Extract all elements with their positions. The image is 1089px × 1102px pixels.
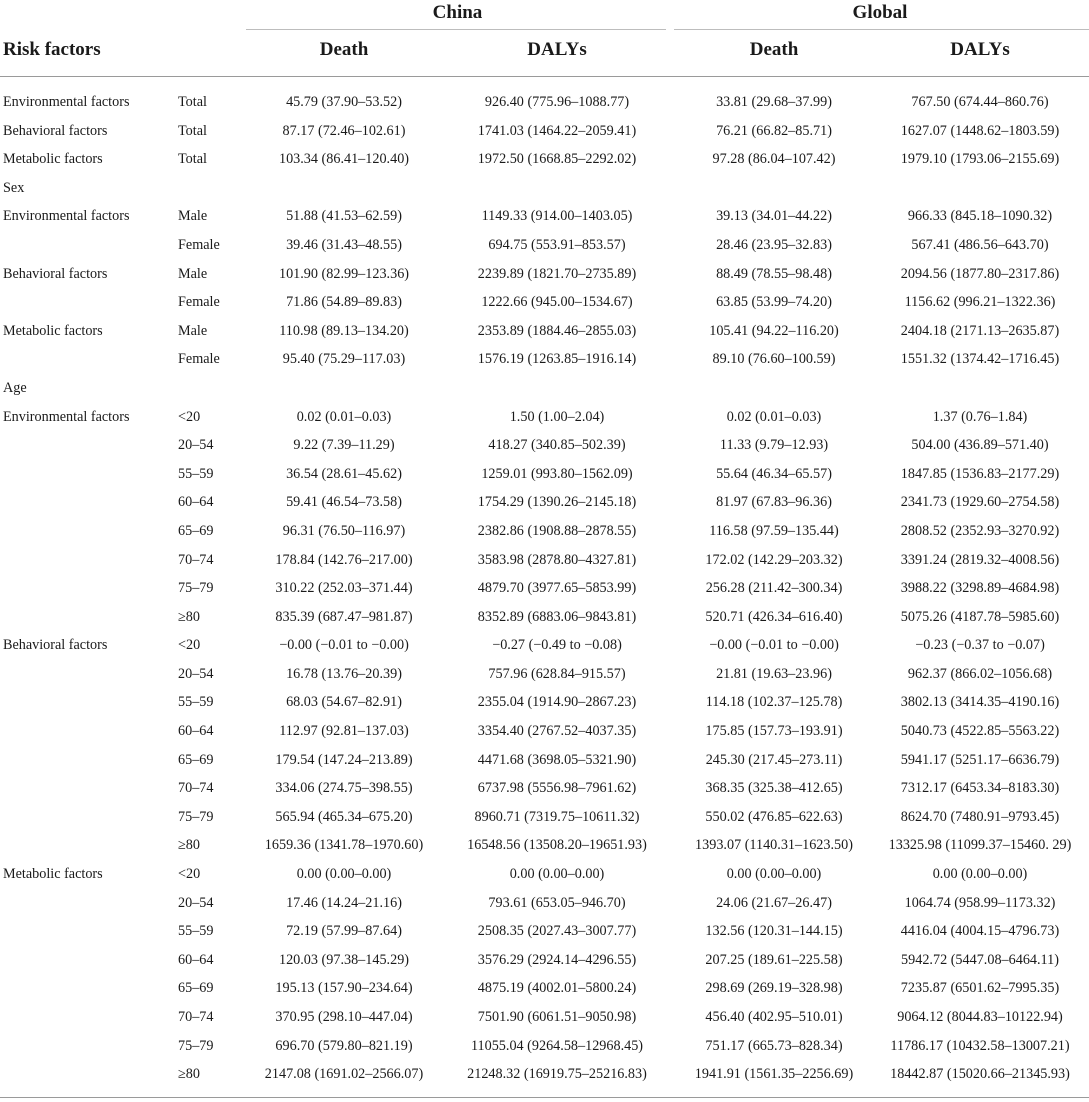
risk-factor-cell: Environmental factors	[3, 408, 130, 425]
subgroup-cell: ≥80	[178, 837, 200, 854]
table-row	[0, 946, 1089, 975]
china-dalys-cell: 0.00 (0.00–0.00)	[509, 866, 605, 883]
china-death-cell: 59.41 (46.54–73.58)	[286, 494, 402, 511]
china-dalys-cell: 2239.89 (1821.70–2735.89)	[477, 265, 637, 282]
china-death-cell: 0.02 (0.01–0.03)	[296, 408, 392, 425]
global-death-cell: 1393.07 (1140.31–1623.50)	[695, 837, 853, 854]
china-dalys-cell: 11055.04 (9264.58–12968.45)	[470, 1037, 644, 1054]
group-title-china: China	[432, 2, 483, 23]
china-death-cell: 696.70 (579.80–821.19)	[275, 1037, 413, 1054]
china-death-cell: 87.17 (72.46–102.61)	[282, 122, 406, 139]
global-death-cell: 0.02 (0.01–0.03)	[726, 408, 822, 425]
global-death-cell: 0.00 (0.00–0.00)	[726, 866, 822, 883]
china-death-cell: 72.19 (57.99–87.64)	[286, 923, 402, 940]
subgroup-cell: Male	[178, 265, 208, 282]
china-death-cell: 2147.08 (1691.02–2566.07)	[264, 1066, 424, 1083]
subgroup-cell: 20–54	[178, 894, 214, 911]
china-death-cell: 310.22 (252.03–371.44)	[275, 580, 413, 597]
china-dalys-cell: 16548.56 (13508.20–19651.93)	[467, 837, 647, 854]
subgroup-cell: <20	[178, 408, 201, 425]
subgroup-cell: <20	[178, 866, 201, 883]
global-death-cell: 28.46 (23.95–32.83)	[716, 236, 832, 253]
china-dalys-cell: 1576.19 (1263.85–1916.14)	[477, 351, 637, 368]
global-dalys-cell: 966.33 (845.18–1090.32)	[907, 208, 1053, 225]
china-death-cell: 334.06 (274.75–398.55)	[275, 780, 413, 797]
global-death-cell: 24.06 (21.67–26.47)	[716, 894, 832, 911]
china-death-cell: 71.86 (54.89–89.83)	[286, 294, 402, 311]
china-death-cell: 39.46 (31.43–48.55)	[286, 236, 402, 253]
table-row	[0, 774, 1089, 803]
table-row	[0, 260, 1089, 289]
china-dalys-cell: −0.27 (−0.49 to −0.08)	[492, 637, 622, 654]
china-dalys-cell: 8352.89 (6883.06–9843.81)	[477, 608, 637, 625]
subgroup-cell: 70–74	[178, 780, 214, 797]
table-row	[0, 488, 1089, 517]
china-death-cell: 120.03 (97.38–145.29)	[278, 951, 410, 968]
china-death-cell: 16.78 (13.76–20.39)	[286, 665, 402, 682]
global-death-cell: 550.02 (476.85–622.63)	[705, 808, 843, 825]
china-death-cell: 51.88 (41.53–62.59)	[286, 208, 402, 225]
subgroup-cell: 60–64	[178, 723, 214, 740]
table-row	[0, 688, 1089, 717]
global-death-cell: 368.35 (325.38–412.65)	[705, 780, 843, 797]
section-label: Age	[3, 379, 27, 396]
global-death-cell: 256.28 (211.42–300.34)	[705, 580, 843, 597]
subgroup-cell: 70–74	[178, 551, 214, 568]
global-death-cell: 751.17 (665.73–828.34)	[705, 1037, 843, 1054]
global-dalys-cell: 2094.56 (1877.80–2317.86)	[900, 265, 1060, 282]
global-dalys-cell: 13325.98 (11099.37–15460. 29)	[888, 837, 1072, 854]
table-row	[0, 803, 1089, 832]
subgroup-cell: Total	[178, 94, 207, 110]
china-death-cell: 36.54 (28.61–45.62)	[286, 465, 402, 482]
table-row	[0, 831, 1089, 860]
table-row	[0, 546, 1089, 575]
global-dalys-cell: 7312.17 (6453.34–8183.30)	[900, 780, 1060, 797]
global-dalys-cell: 5040.73 (4522.85–5563.22)	[900, 723, 1060, 740]
china-dalys-cell: 6737.98 (5556.98–7961.62)	[477, 780, 637, 797]
global-death-cell: 97.28 (86.04–107.42)	[712, 151, 836, 168]
global-death-cell: 55.64 (46.34–65.57)	[716, 465, 832, 482]
global-death-cell: 89.10 (76.60–100.59)	[712, 351, 836, 368]
china-death-cell: 179.54 (147.24–213.89)	[275, 751, 413, 768]
risk-factor-cell: Environmental factors	[3, 94, 130, 110]
china-dalys-cell: 21248.32 (16919.75–25216.83)	[467, 1066, 647, 1083]
china-dalys-cell: 1.50 (1.00–2.04)	[509, 408, 605, 425]
china-death-cell: 9.22 (7.39–11.29)	[293, 437, 395, 454]
global-death-cell: 76.21 (66.82–85.71)	[716, 122, 832, 139]
subgroup-cell: Total	[178, 151, 207, 168]
global-dalys-cell: 1156.62 (996.21–1322.36)	[904, 294, 1056, 311]
global-dalys-cell: 1627.07 (1448.62–1803.59)	[900, 122, 1060, 139]
china-dalys-cell: 3576.29 (2924.14–4296.55)	[477, 951, 637, 968]
global-dalys-cell: 1551.32 (1374.42–1716.45)	[900, 351, 1060, 368]
subgroup-cell: Female	[178, 351, 220, 368]
table-row	[0, 1032, 1089, 1061]
risk-factor-cell: Metabolic factors	[3, 866, 103, 883]
section-row	[0, 174, 1089, 203]
china-death-cell: 195.13 (157.90–234.64)	[275, 980, 413, 997]
global-death-cell: 456.40 (402.95–510.01)	[705, 1009, 843, 1025]
column-header-row	[0, 30, 1089, 76]
table-row	[0, 460, 1089, 489]
table-body	[0, 88, 1089, 1089]
global-dalys-cell: 5941.17 (5251.17–6636.79)	[900, 751, 1060, 768]
global-dalys-cell: 504.00 (436.89–571.40)	[911, 437, 1049, 454]
china-death-cell: 45.79 (37.90–53.52)	[286, 94, 402, 110]
global-death-cell: 114.18 (102.37–125.78)	[705, 694, 843, 711]
table-row	[0, 603, 1089, 632]
risk-factor-cell: Behavioral factors	[3, 122, 108, 139]
global-death-cell: 88.49 (78.55–98.48)	[716, 265, 832, 282]
china-dalys-cell: 757.96 (628.84–915.57)	[488, 665, 626, 682]
global-dalys-cell: 1.37 (0.76–1.84)	[932, 408, 1028, 425]
global-dalys-cell: 18442.87 (15020.66–21345.93)	[890, 1066, 1070, 1083]
subgroup-cell: 65–69	[178, 751, 214, 768]
global-death-cell: 207.25 (189.61–225.58)	[705, 951, 843, 968]
china-dalys-cell: 7501.90 (6061.51–9050.98)	[477, 1009, 637, 1025]
subgroup-cell: Total	[178, 122, 207, 139]
china-dalys-cell: 2353.89 (1884.46–2855.03)	[477, 322, 637, 339]
column-header-global-dalys: DALYs	[950, 39, 1010, 60]
china-dalys-cell: 4875.19 (4002.01–5800.24)	[477, 980, 637, 997]
table-row	[0, 231, 1089, 260]
risk-factor-cell: Environmental factors	[3, 208, 130, 225]
global-dalys-cell: 3988.22 (3298.89–4684.98)	[900, 580, 1060, 597]
china-death-cell: 96.31 (76.50–116.97)	[282, 522, 406, 539]
table-row	[0, 717, 1089, 746]
china-death-cell: 0.00 (0.00–0.00)	[296, 866, 392, 883]
subgroup-cell: 75–79	[178, 808, 214, 825]
risk-factor-cell: Metabolic factors	[3, 322, 103, 339]
global-dalys-cell: 4416.04 (4004.15–4796.73)	[900, 923, 1060, 940]
subgroup-cell: 60–64	[178, 951, 214, 968]
subgroup-cell: 20–54	[178, 665, 214, 682]
global-dalys-cell: −0.23 (−0.37 to −0.07)	[915, 637, 1045, 654]
section-row	[0, 374, 1089, 403]
china-dalys-cell: 1741.03 (1464.22–2059.41)	[477, 122, 637, 139]
subgroup-cell: 55–59	[178, 694, 214, 711]
table-row	[0, 431, 1089, 460]
risk-factor-cell: Behavioral factors	[3, 637, 108, 654]
risk-factor-cell: Metabolic factors	[3, 151, 103, 168]
table-row	[0, 145, 1089, 174]
global-dalys-cell: 962.37 (866.02–1056.68)	[907, 665, 1053, 682]
table-row	[0, 345, 1089, 374]
table-row	[0, 574, 1089, 603]
global-dalys-cell: 5075.26 (4187.78–5985.60)	[900, 608, 1060, 625]
global-death-cell: 116.58 (97.59–135.44)	[709, 522, 839, 539]
table-row	[0, 974, 1089, 1003]
global-death-cell: 520.71 (426.34–616.40)	[705, 608, 843, 625]
china-dalys-cell: 694.75 (553.91–853.57)	[488, 236, 626, 253]
group-header-row	[0, 0, 1089, 30]
china-dalys-cell: 1222.66 (945.00–1534.67)	[481, 294, 633, 311]
table-row	[0, 889, 1089, 918]
global-death-cell: 245.30 (217.45–273.11)	[705, 751, 843, 768]
china-death-cell: 835.39 (687.47–981.87)	[275, 608, 413, 625]
subgroup-cell: 75–79	[178, 1037, 214, 1054]
china-dalys-cell: 3354.40 (2767.52–4037.35)	[477, 723, 637, 740]
table-row	[0, 746, 1089, 775]
global-death-cell: 175.85 (157.73–193.91)	[705, 723, 843, 740]
global-dalys-cell: 767.50 (674.44–860.76)	[911, 94, 1049, 110]
column-header-global-death: Death	[749, 39, 799, 60]
global-dalys-cell: 7235.87 (6501.62–7995.35)	[900, 980, 1060, 997]
risk-factor-cell: Behavioral factors	[3, 265, 108, 282]
group-title-global: Global	[852, 2, 908, 23]
china-death-cell: 112.97 (92.81–137.03)	[279, 723, 409, 740]
global-death-cell: 81.97 (67.83–96.36)	[716, 494, 832, 511]
china-death-cell: −0.00 (−0.01 to −0.00)	[279, 637, 409, 654]
china-death-cell: 565.94 (465.34–675.20)	[275, 808, 413, 825]
china-dalys-cell: 2382.86 (1908.88–2878.55)	[477, 522, 637, 539]
china-dalys-cell: 8960.71 (7319.75–10611.32)	[474, 808, 640, 825]
china-dalys-cell: 1972.50 (1668.85–2292.02)	[477, 151, 637, 168]
subgroup-cell: Female	[178, 294, 220, 311]
risk-factors-header: Risk factors	[3, 39, 101, 60]
subgroup-cell: 75–79	[178, 580, 214, 597]
table-row	[0, 117, 1089, 146]
global-death-cell: 11.33 (9.79–12.93)	[719, 437, 829, 454]
global-death-cell: 172.02 (142.29–203.32)	[705, 551, 843, 568]
global-death-cell: 33.81 (29.68–37.99)	[716, 94, 832, 110]
china-death-cell: 95.40 (75.29–117.03)	[282, 351, 406, 368]
china-dalys-cell: 793.61 (653.05–946.70)	[488, 894, 626, 911]
china-death-cell: 370.95 (298.10–447.04)	[275, 1009, 413, 1025]
table-row	[0, 631, 1089, 660]
subgroup-cell: 20–54	[178, 437, 214, 454]
china-death-cell: 17.46 (14.24–21.16)	[286, 894, 402, 911]
global-dalys-cell: 3391.24 (2819.32–4008.56)	[900, 551, 1060, 568]
global-dalys-cell: 1979.10 (1793.06–2155.69)	[900, 151, 1060, 168]
global-death-cell: 21.81 (19.63–23.96)	[716, 665, 832, 682]
subgroup-cell: 55–59	[178, 923, 214, 940]
table-row	[0, 403, 1089, 432]
table-row	[0, 660, 1089, 689]
global-dalys-cell: 1847.85 (1536.83–2177.29)	[900, 465, 1060, 482]
global-dalys-cell: 2808.52 (2352.93–3270.92)	[900, 522, 1060, 539]
global-death-cell: 132.56 (120.31–144.15)	[705, 923, 843, 940]
global-dalys-cell: 567.41 (486.56–643.70)	[911, 236, 1049, 253]
global-death-cell: 105.41 (94.22–116.20)	[709, 322, 839, 339]
column-header-china-dalys: DALYs	[527, 39, 587, 60]
global-dalys-cell: 2404.18 (2171.13–2635.87)	[900, 322, 1060, 339]
china-death-cell: 178.84 (142.76–217.00)	[275, 551, 413, 568]
china-dalys-cell: 1149.33 (914.00–1403.05)	[481, 208, 633, 225]
table-row	[0, 1003, 1089, 1032]
global-dalys-cell: 0.00 (0.00–0.00)	[932, 866, 1028, 883]
global-dalys-cell: 5942.72 (5447.08–6464.11)	[901, 951, 1059, 968]
china-dalys-cell: 3583.98 (2878.80–4327.81)	[477, 551, 637, 568]
china-dalys-cell: 2355.04 (1914.90–2867.23)	[477, 694, 637, 711]
table-row	[0, 1060, 1089, 1089]
subgroup-cell: 65–69	[178, 980, 214, 997]
subgroup-cell: <20	[178, 637, 201, 654]
subgroup-cell: Female	[178, 236, 220, 253]
global-dalys-cell: 2341.73 (1929.60–2754.58)	[900, 494, 1060, 511]
global-dalys-cell: 9064.12 (8044.83–10122.94)	[897, 1009, 1063, 1025]
table-row	[0, 202, 1089, 231]
section-label: Sex	[3, 179, 25, 196]
table-row	[0, 517, 1089, 546]
subgroup-cell: 60–64	[178, 494, 214, 511]
subgroup-cell: 70–74	[178, 1009, 214, 1025]
china-dalys-cell: 418.27 (340.85–502.39)	[488, 437, 626, 454]
china-death-cell: 101.90 (82.99–123.36)	[278, 265, 410, 282]
table-row	[0, 317, 1089, 346]
china-dalys-cell: 1754.29 (1390.26–2145.18)	[477, 494, 637, 511]
global-dalys-cell: 3802.13 (3414.35–4190.16)	[900, 694, 1060, 711]
global-dalys-cell: 11786.17 (10432.58–13007.21)	[890, 1037, 1070, 1054]
subgroup-cell: ≥80	[178, 1066, 200, 1083]
table-row	[0, 860, 1089, 889]
china-dalys-cell: 1259.01 (993.80–1562.09)	[481, 465, 633, 482]
china-death-cell: 110.98 (89.13–134.20)	[279, 322, 409, 339]
table-row	[0, 917, 1089, 946]
china-death-cell: 103.34 (86.41–120.40)	[278, 151, 410, 168]
global-death-cell: 298.69 (269.19–328.98)	[705, 980, 843, 997]
china-dalys-cell: 4879.70 (3977.65–5853.99)	[477, 580, 637, 597]
global-dalys-cell: 1064.74 (958.99–1173.32)	[904, 894, 1056, 911]
china-dalys-cell: 926.40 (775.96–1088.77)	[484, 94, 630, 110]
china-death-cell: 1659.36 (1341.78–1970.60)	[264, 837, 424, 854]
global-death-cell: 63.85 (53.99–74.20)	[716, 294, 832, 311]
global-dalys-cell: 8624.70 (7480.91–9793.45)	[900, 808, 1060, 825]
global-death-cell: −0.00 (−0.01 to −0.00)	[709, 637, 839, 654]
table-bottom-rule	[0, 1097, 1089, 1098]
table-row	[0, 288, 1089, 317]
subgroup-cell: Male	[178, 322, 208, 339]
subgroup-cell: 55–59	[178, 465, 214, 482]
china-death-cell: 68.03 (54.67–82.91)	[286, 694, 402, 711]
table-row	[0, 88, 1089, 117]
subgroup-cell: 65–69	[178, 522, 214, 539]
global-death-cell: 1941.91 (1561.35–2256.69)	[694, 1066, 854, 1083]
china-dalys-cell: 4471.68 (3698.05–5321.90)	[477, 751, 637, 768]
china-dalys-cell: 2508.35 (2027.43–3007.77)	[477, 923, 637, 940]
subgroup-cell: Male	[178, 208, 208, 225]
global-death-cell: 39.13 (34.01–44.22)	[716, 208, 832, 225]
subgroup-cell: ≥80	[178, 608, 200, 625]
column-header-china-death: Death	[319, 39, 369, 60]
